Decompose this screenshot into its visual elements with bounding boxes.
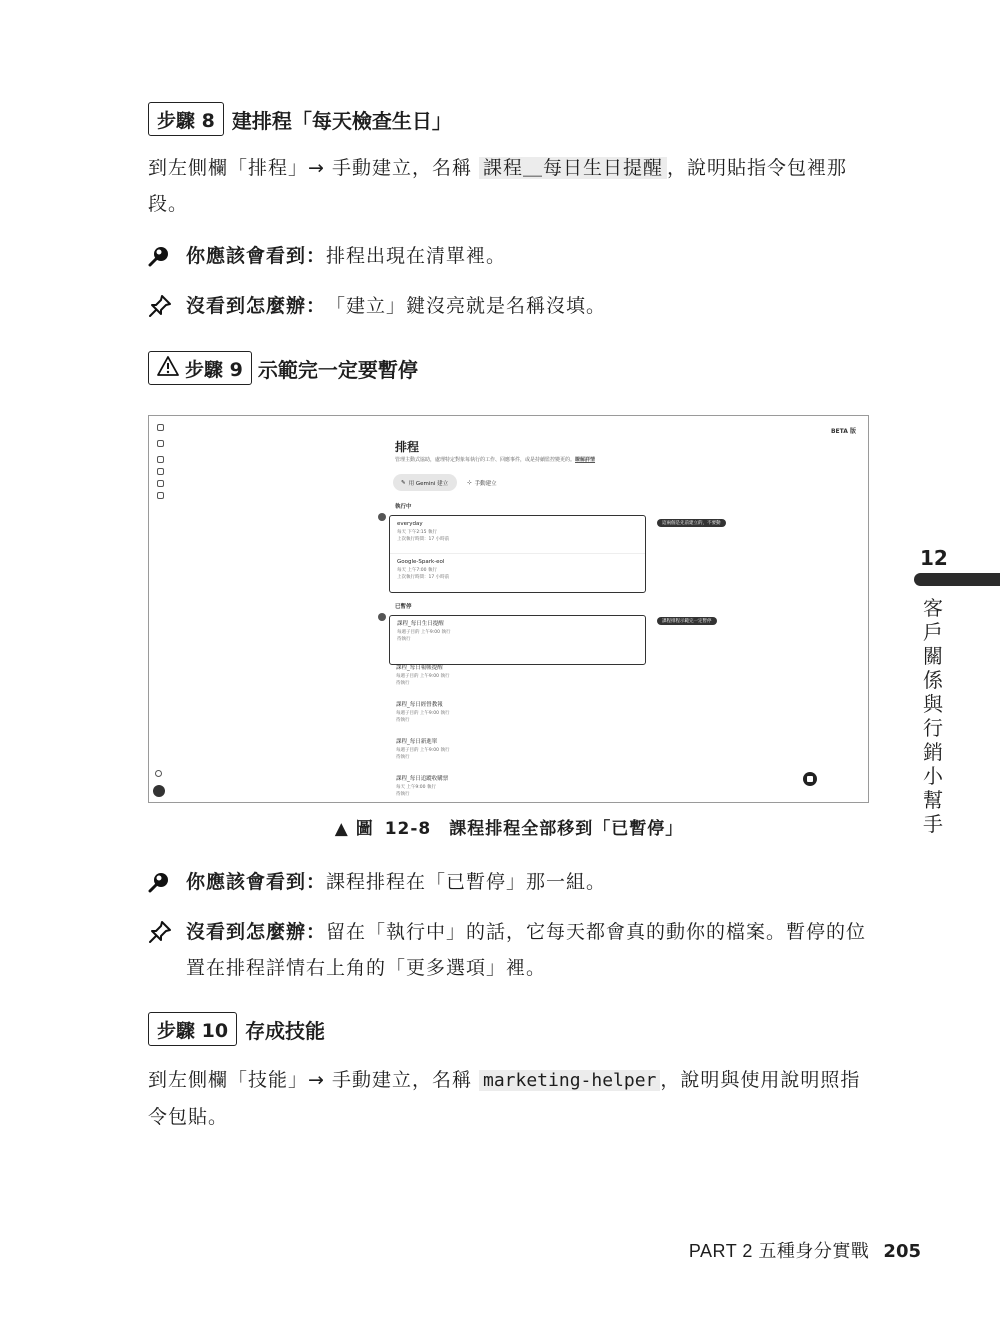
beta-badge: BETA 版	[830, 428, 856, 435]
expect-tip-1	[148, 238, 872, 274]
callout-1: 這兩個是先前建立的，不要動	[657, 519, 726, 527]
chapter-title: 客戶關係與行銷小幫手	[923, 596, 943, 836]
item-name: 課程_每日新進單	[396, 739, 438, 745]
list-item[interactable]	[389, 734, 646, 771]
troubleshoot-tip-1	[148, 288, 872, 324]
list-item[interactable]	[390, 516, 645, 554]
item-name: 課程_每日追蹤收購票	[396, 776, 449, 782]
figure-screenshot	[148, 415, 869, 803]
step-9-badge	[148, 351, 252, 385]
step-10-badge	[148, 1012, 237, 1046]
paragraph-text: ，說明貼指令包裡那段。	[148, 157, 848, 215]
description-text: 管理主動式協助，處理特定對象每執行的工作、回應事件，或是持續監控變更的。	[395, 457, 576, 463]
create-with-gemini-button[interactable]	[393, 474, 457, 491]
step-9-title: 示範完一定要暫停	[257, 357, 418, 382]
item-status: 待執行	[396, 755, 410, 760]
paragraph-text: 到左側欄「技能」→ 手動建立，名稱	[148, 1069, 479, 1091]
sidebar-menu-icon	[157, 424, 164, 431]
pin-icon	[148, 288, 178, 324]
caption-text: 課程排程全部移到「已暫停」	[449, 819, 684, 839]
tip-label: 你應該會看到：	[186, 871, 327, 893]
list-item[interactable]	[389, 771, 646, 803]
item-schedule: 每天 上午7:00 執行	[397, 568, 437, 573]
item-status: 待執行	[396, 681, 410, 686]
tip-text: 課程排程在「已暫停」那一組。	[326, 871, 607, 893]
sidebar-chat-icon	[157, 492, 164, 499]
item-name: 課程_每日經營教報	[396, 702, 443, 708]
item-status: 待執行	[397, 637, 411, 642]
edit-icon: ✎	[401, 479, 406, 486]
item-schedule: 每週子目的 上午9:00 執行	[396, 748, 450, 753]
item-name: 課程_每日生日提醒	[397, 621, 444, 627]
sidebar-edit-icon	[157, 456, 164, 463]
tip-text: 「建立」鍵沒亮就是名稱沒填。	[326, 295, 607, 317]
list-item[interactable]	[389, 660, 646, 697]
page-footer	[0, 1237, 921, 1263]
figure-caption	[0, 814, 1000, 839]
step-8-badge	[148, 102, 224, 136]
avatar	[153, 785, 165, 797]
running-section-label: 執行中	[395, 504, 412, 510]
list-item[interactable]	[390, 554, 645, 592]
schedule-description	[395, 456, 595, 463]
step-8-title: 建排程「每天檢查生日」	[231, 108, 452, 133]
add-icon: ⊹	[467, 479, 472, 486]
footer-part: PART 2 五種身分實戰	[688, 1241, 870, 1261]
troubleshoot-tip-2	[148, 914, 872, 986]
paused-list	[389, 660, 646, 803]
list-item[interactable]	[390, 616, 645, 647]
manual-create-button[interactable]	[461, 474, 507, 491]
sidebar-clock-icon	[157, 468, 164, 475]
tip-text: 留在「執行中」的話，它每天都會真的動你的檔案。暫停的位置在排程詳情右上角的「更多選項」裡。	[186, 921, 867, 979]
caption-prefix: ▲ 圖	[334, 819, 374, 839]
step-8-label: 步驟 8	[157, 109, 215, 132]
sidebar-grid-icon	[157, 480, 164, 487]
item-schedule: 每週子目的 上午9:00 執行	[397, 630, 451, 635]
item-last-run: 上次執行時間：17 小時前	[397, 575, 450, 580]
paragraph-step-8	[148, 150, 872, 222]
paragraph-text: 到左側欄「排程」→ 手動建立，名稱	[148, 157, 479, 179]
caption-number: 12-8	[384, 819, 432, 839]
tip-label: 沒看到怎麼辦：	[186, 921, 327, 943]
item-name: everyday	[397, 521, 423, 527]
paused-section-label: 已暫停	[395, 604, 412, 610]
sidebar-explore-icon	[157, 440, 164, 447]
step-9-header	[148, 351, 418, 385]
magnifier-icon	[148, 864, 178, 900]
step-10-header	[148, 1012, 325, 1046]
item-schedule: 每天 下午2:15 執行	[397, 530, 437, 535]
paused-highlight-box	[389, 615, 646, 665]
tip-body	[186, 914, 872, 986]
item-status: 待執行	[396, 792, 410, 797]
tip-label: 你應該會看到：	[186, 245, 327, 267]
running-list	[389, 515, 646, 593]
schedule-title: 排程	[395, 440, 420, 454]
item-schedule: 每週子目的 上午9:00 執行	[396, 674, 450, 679]
expect-tip-2	[148, 864, 872, 900]
inline-code: marketing-helper	[479, 1070, 660, 1091]
step-9-label: 步驟 9	[185, 358, 243, 381]
tip-label: 沒看到怎麼辦：	[186, 295, 327, 317]
paragraph-step-10	[148, 1062, 872, 1135]
learn-more-link[interactable]: 瞭解詳情	[575, 457, 596, 463]
step-10-label: 步驟 10	[157, 1019, 229, 1042]
button-label: 手動建立	[474, 480, 497, 487]
item-last-run: 上次執行時間：17 小時前	[397, 537, 450, 542]
button-label: 用 Gemini 建立	[408, 480, 449, 487]
item-schedule: 每週子目的 上午9:00 執行	[396, 711, 450, 716]
warning-icon	[157, 356, 179, 381]
settings-icon	[155, 770, 162, 777]
floating-action-button[interactable]	[803, 772, 817, 786]
pin-icon	[148, 914, 178, 950]
item-name: Google-Spark-eol	[397, 559, 445, 565]
item-status: 待執行	[396, 718, 410, 723]
callout-2: 課程排程示範完一定暫停	[657, 617, 717, 625]
item-name: 課程_每日報帳提醒	[396, 665, 443, 671]
step-8-header	[148, 102, 452, 136]
marker-1	[378, 513, 386, 521]
list-item[interactable]	[389, 697, 646, 734]
paragraph-text: ，說明與使用說明照指令包貼。	[148, 1069, 861, 1128]
page-number: 205	[883, 1241, 921, 1262]
magnifier-icon	[148, 238, 178, 274]
step-10-title: 存成技能	[245, 1018, 326, 1043]
chapter-tab-bar	[914, 573, 1000, 586]
chapter-number: 12	[920, 546, 948, 570]
item-schedule: 每天 上午9:00 執行	[396, 785, 436, 790]
marker-2	[378, 613, 386, 621]
inline-code: 課程＿每日生日提醒	[479, 157, 667, 179]
tip-text: 排程出現在清單裡。	[326, 245, 507, 267]
